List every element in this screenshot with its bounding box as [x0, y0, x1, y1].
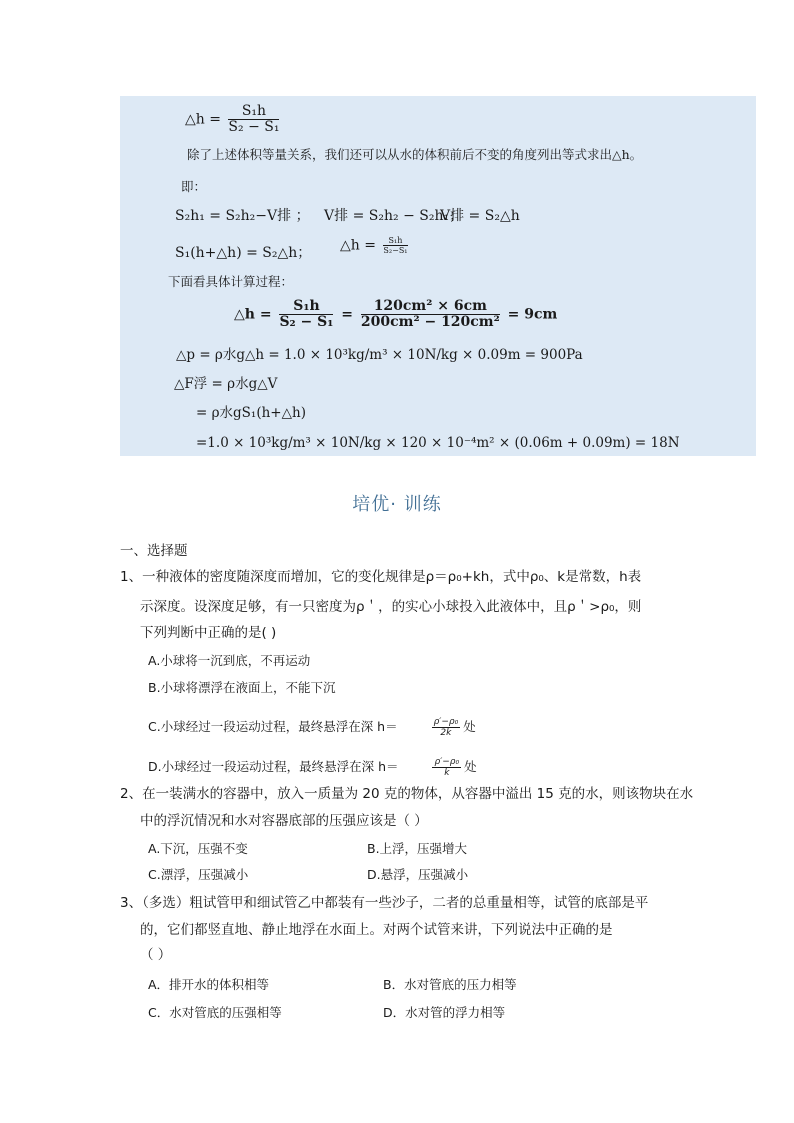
fraction: [383, 236, 407, 255]
denominator: 2k: [440, 728, 452, 738]
q1-line-2: 示深度。设深度足够，有一只密度为ρ＇，的实心小球投入此液体中，且ρ＇>ρ₀，则: [140, 599, 642, 615]
result: = 9cm: [507, 306, 558, 323]
numerator: ρ′−ρ₀: [433, 717, 459, 727]
q3-option-a: A．排开水的体积相等: [148, 977, 270, 992]
denominator: S₂ − S₁: [228, 119, 280, 135]
section-title: 培优· 训练: [352, 494, 442, 515]
q3-line-2: 的，它们都竖直地、静止地浮在水面上。对两个试管来讲，下列说法中正确的是: [140, 922, 613, 938]
numerator: S₁h: [228, 104, 279, 120]
option-suffix: 处: [463, 719, 476, 734]
numerator: ρ′−ρ₀: [434, 757, 460, 767]
equation-row-2: [175, 244, 311, 262]
denominator: k: [444, 768, 450, 778]
q3-line-3: （ ）: [140, 947, 172, 963]
fraction-2: [361, 299, 500, 330]
q2-line-2: 中的浮沉情况和水对容器底部的压强应该是（ ）: [140, 813, 428, 829]
calc-intro: 下面看具体计算过程：: [168, 274, 294, 289]
q2-option-b: B.上浮，压强增大: [367, 841, 468, 856]
q3-option-b: B．水对管底的压力相等: [383, 977, 517, 992]
equals-sign: =: [341, 306, 354, 323]
q1-option-d: [148, 756, 477, 778]
numerator: S₁h: [383, 236, 407, 246]
numerator: S₁h: [279, 299, 333, 315]
option-suffix: 处: [464, 759, 477, 774]
q1-line-1: 1、一种液体的密度随深度而增加，它的变化规律是ρ＝ρ₀+kh，式中ρ₀、k是常数，h表: [120, 569, 642, 585]
explanation-line: [187, 146, 642, 164]
equation-b: V排 = S₂h₂ − S₂h₁；: [324, 208, 464, 224]
q2-option-d: D.悬浮，压强减小: [367, 867, 469, 882]
fraction: [228, 104, 279, 135]
q2-option-a: A.下沉，压强不变: [148, 841, 248, 856]
equation-d: S₁(h+△h) = S₂△h；: [175, 245, 312, 261]
explanation-period: 。: [629, 147, 643, 162]
formula-lhs: △h =: [234, 306, 272, 323]
fraction: [432, 717, 461, 738]
formula-lhs: △h =: [340, 237, 376, 254]
fraction: [432, 757, 461, 778]
q1-option-b: B.小球将漂浮在液面上，不能下沉: [148, 680, 336, 695]
q3-line-1: 3、（多选）粗试管甲和细试管乙中都装有一些沙子，二者的总重量相等，试管的底部是平: [120, 895, 649, 911]
buoyancy-change: △F浮 = ρ水g△V: [174, 376, 278, 392]
section-heading: 一、选择题: [120, 543, 188, 559]
q2-line-1: 2、在一装满水的容器中，放入一质量为 20 克的物体，从容器中溢出 15 克的水，则该物块在水: [120, 786, 694, 802]
calculation-delta-h: [234, 299, 557, 330]
denominator: S₂ − S₁: [279, 314, 334, 330]
q1-line-3: 下列判断中正确的是( ): [140, 625, 277, 641]
explanation-text: 除了上述体积等量关系，我们还可以从水的体积前后不变的角度列出等式求出△h: [187, 147, 630, 162]
denominator: 200cm² − 120cm²: [360, 314, 500, 330]
equation-c: V排 = S₂△h: [440, 208, 520, 224]
equation-e: [340, 236, 411, 255]
namely-label: 即：: [181, 179, 207, 194]
pressure-change: △p = ρ水g△h = 1.0 × 10³kg/m³ × 10N/kg × 0.09m = 900Pa: [176, 347, 583, 363]
option-text: C.小球经过一段运动过程，最终悬浮在深 h＝: [148, 719, 398, 734]
fraction-1: [279, 299, 333, 330]
q3-option-c: C．水对管底的压强相等: [148, 1005, 282, 1020]
formula-delta-h: [185, 104, 282, 135]
equation-row-1: [175, 207, 463, 225]
denominator: S₂−S₁: [383, 246, 408, 255]
buoyancy-step-2: = ρ水gS₁(h+△h): [196, 405, 306, 421]
q1-option-a: A.小球将一沉到底，不再运动: [148, 653, 311, 668]
buoyancy-step-3: =1.0 × 10³kg/m³ × 10N/kg × 120 × 10⁻⁴m² × (0.06m + 0.09m) = 18N: [196, 435, 680, 451]
option-text: D.小球经过一段运动过程，最终悬浮在深 h＝: [148, 759, 399, 774]
formula-lhs: △h =: [185, 111, 221, 128]
numerator: 120cm² × 6cm: [361, 299, 500, 315]
equation-a: S₂h₁ = S₂h₂−V排 ；: [175, 208, 310, 224]
q1-option-c: [148, 716, 476, 738]
q2-option-c: C.漂浮，压强减小: [148, 867, 249, 882]
q3-option-d: D．水对管的浮力相等: [383, 1005, 506, 1020]
